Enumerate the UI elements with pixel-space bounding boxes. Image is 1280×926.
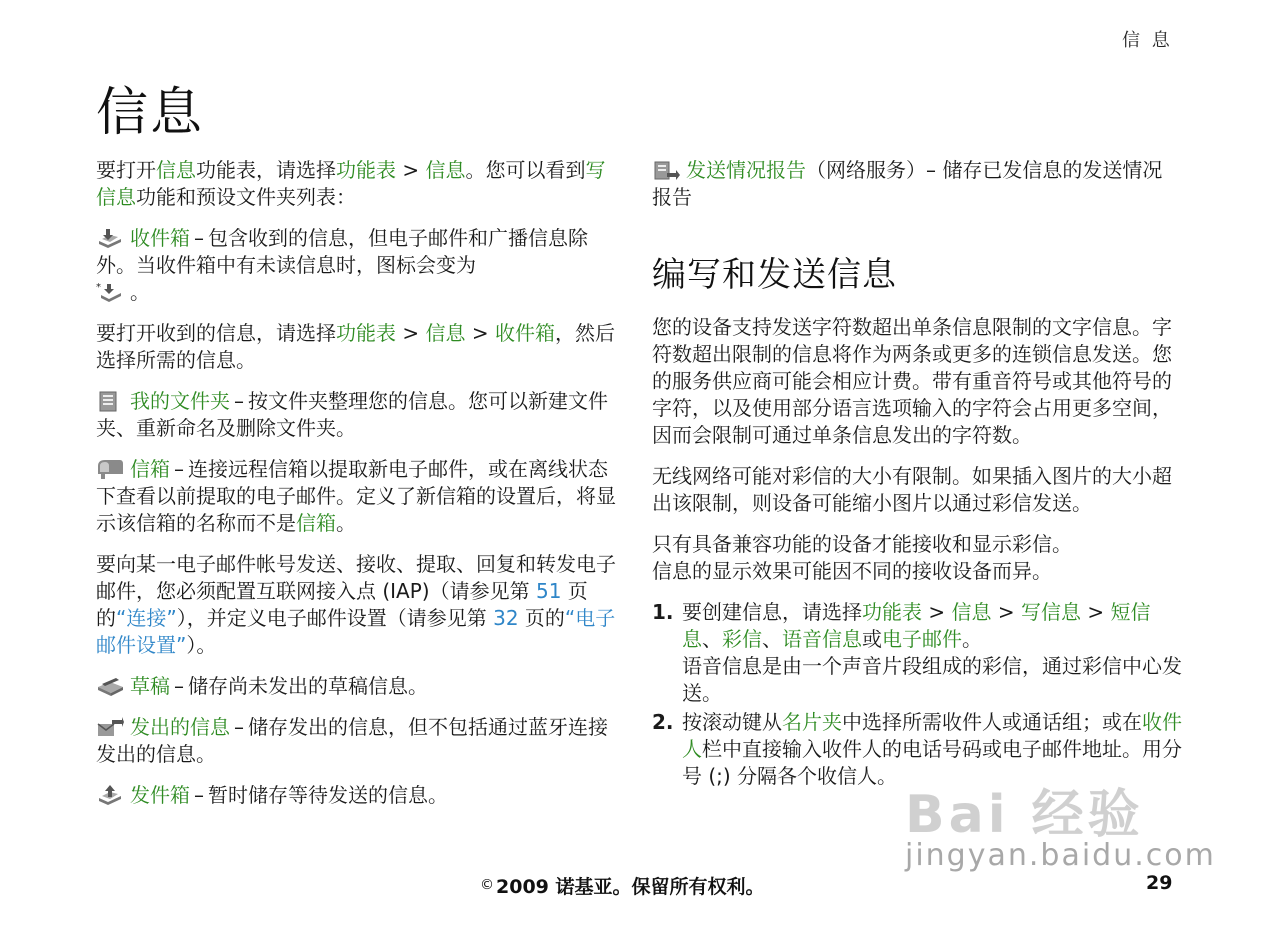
mailbox-label-inline: 信箱 [296, 511, 336, 535]
inbox-item [96, 225, 616, 306]
step-item [652, 599, 1182, 707]
text: ），并定义电子邮件设置（请参见第 [176, 606, 494, 630]
section-title: 编写和发送信息 [652, 255, 897, 295]
text: 中选择所需收件人或通话组；或在 [842, 710, 1142, 734]
page-ref-32[interactable]: 32 [493, 606, 519, 630]
svg-text:*: * [96, 282, 101, 293]
step-number: 1. [652, 600, 674, 624]
menu-link-messaging: 信息 [425, 158, 466, 182]
paragraph-compatibility [652, 531, 1182, 585]
sent-item [96, 714, 616, 768]
text: 要向某一电子邮件帐号发送、接收、提取、回复和转发电子邮件，您必须配置互联网接入点 (IAP)（请参见第 [96, 552, 616, 603]
drafts-icon [96, 675, 124, 697]
separator: > [991, 600, 1021, 624]
text: 页的 [96, 579, 588, 630]
step-number: 2. [652, 710, 674, 734]
outbox-icon [96, 784, 124, 806]
text: 信息的显示效果可能因不同的接收设备而异。 [652, 559, 1052, 583]
text: 栏中直接输入收件人的电话号码或电子邮件地址。用分号 (;) 分隔各个收信人。 [682, 737, 1182, 788]
text: 。您可以看到 [465, 158, 586, 182]
text: 要创建信息，请选择 [682, 600, 862, 624]
dash: – [174, 457, 184, 481]
right-column [652, 157, 1182, 792]
dash: – [194, 226, 204, 250]
outbox-description: 暂时储存等待发送的信息。 [208, 783, 448, 807]
text: 按滚动键从 [682, 710, 782, 734]
menu-link-audio-message: 语音信息 [782, 627, 862, 651]
text: 功能和预设文件夹列表： [136, 185, 356, 209]
text: 要打开 [96, 158, 156, 182]
dash: – [234, 389, 244, 413]
dash: – [234, 715, 244, 739]
menu-link-new-message: 写信息 [96, 158, 606, 209]
text: 、 [702, 627, 722, 651]
dash: – [194, 783, 204, 807]
email-settings-link[interactable]: “电子邮件设置” [96, 606, 616, 657]
sent-icon [96, 716, 124, 738]
watermark-logo: Bai 经验 [905, 785, 1144, 845]
mailbox-item [96, 456, 616, 537]
my-folders-icon [96, 390, 124, 412]
menu-link-text-message: 短信息 [682, 600, 1151, 651]
text: 只有具备兼容功能的设备才能接收和显示彩信。 [652, 532, 1072, 556]
page-title: 信息 [96, 83, 205, 143]
watermark-url: jingyan.baidu.com [905, 838, 1216, 873]
menu-link-messaging: 信息 [951, 600, 992, 624]
field-link-to: 收件人 [682, 710, 1182, 761]
delivery-reports-icon [652, 159, 680, 181]
menu-link-messaging: 信息 [425, 321, 466, 345]
menu-link-menu: 功能表 [336, 158, 396, 182]
menu-link-inbox: 收件箱 [494, 321, 555, 345]
text: 、 [762, 627, 782, 651]
delivery-reports-label: 发送情况报告 [686, 158, 806, 182]
inbox-label: 收件箱 [130, 226, 190, 250]
delivery-reports-item [652, 157, 1182, 211]
text: 或 [862, 627, 882, 651]
text: ，然后选择所需的信息。 [96, 321, 615, 372]
menu-link-messaging: 信息 [156, 158, 196, 182]
sent-description: 储存发出的信息，但不包括通过蓝牙连接发出的信息。 [96, 715, 608, 766]
text: 页的 [518, 606, 565, 630]
paragraph-mms-size: 无线网络可能对彩信的大小有限制。如果插入图片的大小超出该限制，则设备可能缩小图片以通过彩信发送。 [652, 464, 1172, 515]
my-folders-item [96, 388, 616, 442]
mailbox-description: 连接远程信箱以提取新电子邮件，或在离线状态下查看以前提取的电子邮件。定义了新信箱的设置后，将显示该信箱的名称而不是 [96, 457, 616, 535]
page-number: 29 [1146, 872, 1173, 894]
drafts-description: 储存尚未发出的草稿信息。 [188, 674, 428, 698]
sent-label: 发出的信息 [130, 715, 230, 739]
separator: > [396, 321, 426, 345]
text: 。 [336, 511, 356, 535]
text: 。 [130, 280, 150, 304]
left-column [96, 157, 616, 823]
outbox-item [96, 782, 616, 809]
separator: > [465, 321, 495, 345]
separator: > [1080, 600, 1111, 624]
delivery-reports-description: （网络服务）– 储存已发信息的发送情况报告 [652, 158, 1163, 209]
my-folders-label: 我的文件夹 [130, 389, 230, 413]
drafts-item [96, 673, 616, 700]
menu-link-contacts: 名片夹 [782, 710, 842, 734]
copyright-symbol: © [480, 877, 494, 893]
separator: > [922, 600, 952, 624]
unread-inbox-icon [96, 281, 124, 303]
mailbox-icon [96, 458, 124, 480]
email-setup-paragraph [96, 551, 616, 659]
menu-link-email: 电子邮件 [882, 627, 962, 651]
text: 功能表，请选择 [196, 158, 336, 182]
connectivity-link[interactable]: “连接” [116, 606, 177, 630]
mailbox-label: 信箱 [130, 457, 170, 481]
menu-link-mms: 彩信 [722, 627, 762, 651]
page-ref-51[interactable]: 51 [535, 579, 562, 603]
steps-list [652, 599, 1182, 790]
separator: > [396, 158, 426, 182]
running-header: 信 息 [1122, 30, 1173, 51]
text: 要打开收到的信息，请选择 [96, 321, 336, 345]
inbox-description: 包含收到的信息，但电子邮件和广播信息除外。当收件箱中有未读信息时，图标会变为 [96, 226, 588, 277]
open-received-paragraph [96, 320, 616, 374]
menu-link-new-message: 写信息 [1020, 600, 1081, 624]
text: ）。 [186, 633, 217, 657]
inbox-icon [96, 227, 124, 249]
step-note: 语音信息是由一个声音片段组成的彩信，通过彩信中心发送。 [682, 654, 1182, 705]
dash: – [174, 674, 184, 698]
my-folders-description: 按文件夹整理您的信息。您可以新建文件夹、重新命名及删除文件夹。 [96, 389, 608, 440]
menu-link-menu: 功能表 [336, 321, 396, 345]
menu-link-menu: 功能表 [862, 600, 922, 624]
outbox-label: 发件箱 [130, 783, 190, 807]
paragraph-character-limits: 您的设备支持发送字符数超出单条信息限制的文字信息。字符数超出限制的信息将作为两条或更多的连锁信息发送。您的服务供应商可能会相应计费。带有重音符号或其他符号的字符，以及使用部分语言选项输入的字符会占用更多空间，因而会限制可通过单条信息发出的字符数。 [652, 315, 1172, 447]
intro-paragraph [96, 157, 616, 211]
copyright-text: 2009 诺基亚。保留所有权利。 [496, 876, 765, 898]
footer-copyright [480, 872, 765, 899]
text: 。 [962, 627, 982, 651]
drafts-label: 草稿 [130, 674, 170, 698]
